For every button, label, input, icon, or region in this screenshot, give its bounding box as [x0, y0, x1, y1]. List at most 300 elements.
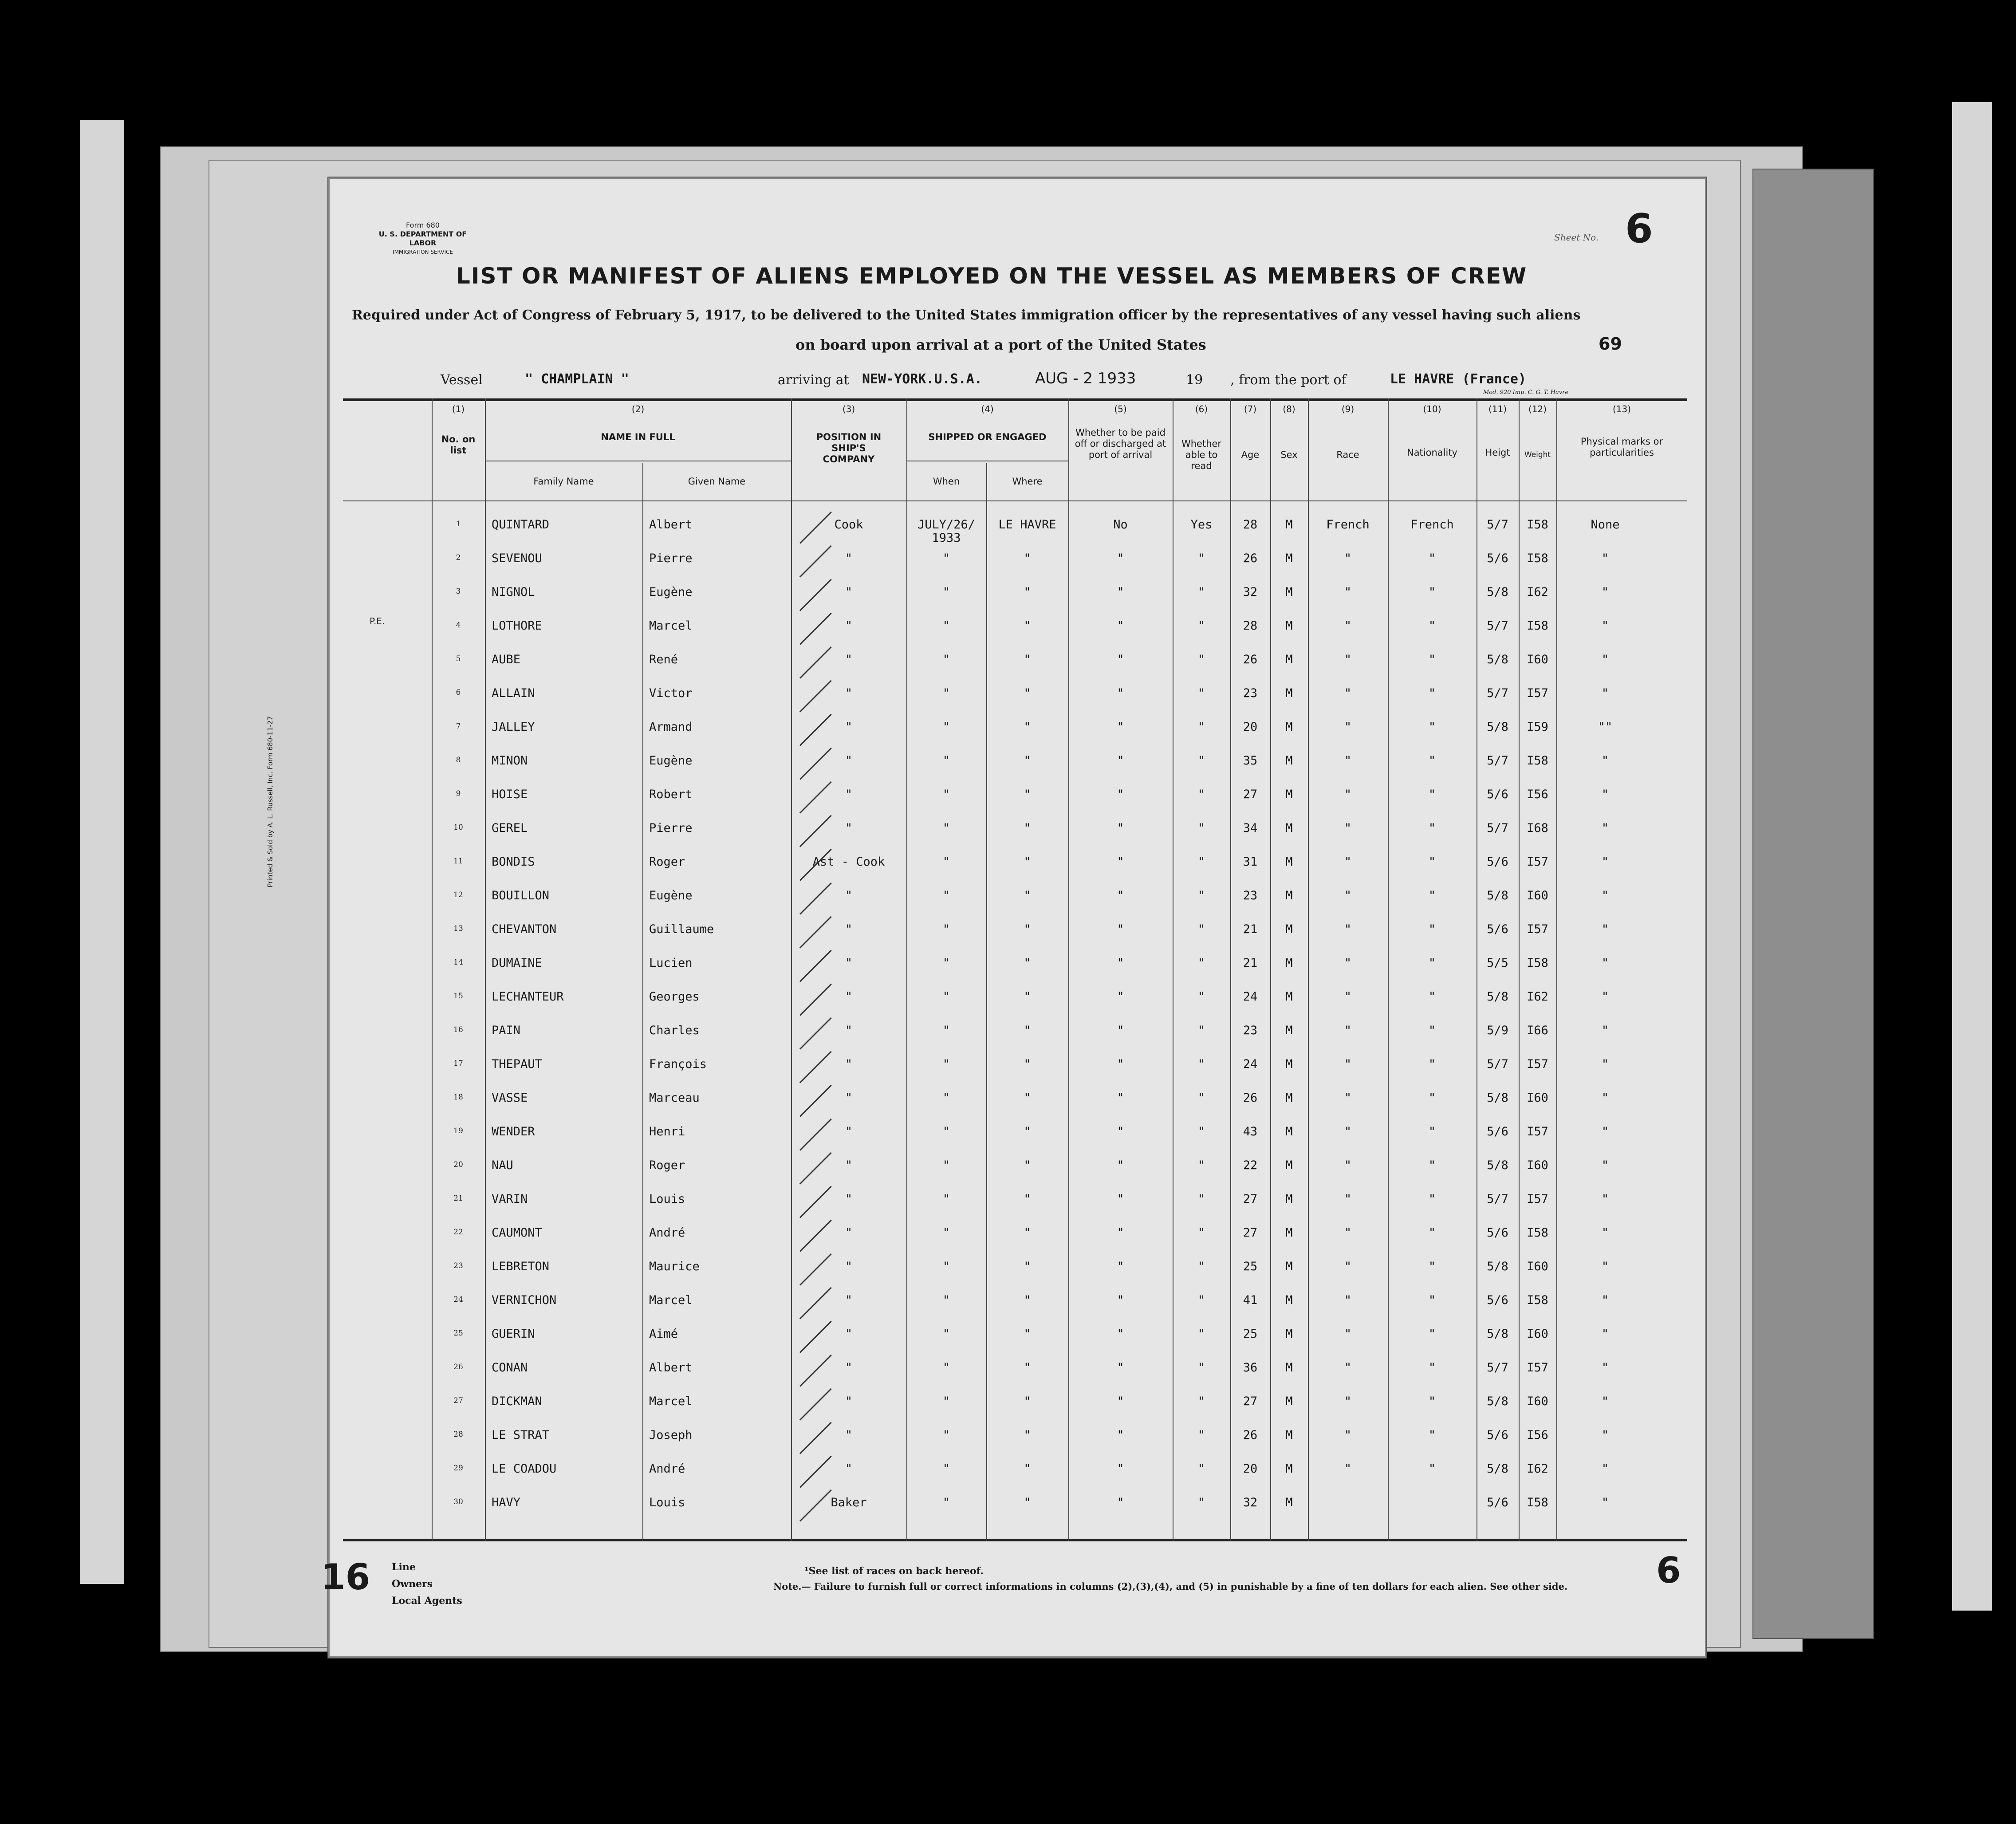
cell-given-name: Marcel: [649, 1395, 693, 1408]
table-row: [343, 1287, 1687, 1321]
cell-where: ": [1024, 552, 1031, 565]
owners-label: Owners: [392, 1578, 433, 1590]
col-9-header: Race: [1336, 449, 1359, 460]
cell-family-name: CHEVANTON: [492, 922, 557, 936]
cell-family-name: AUBE: [492, 653, 521, 666]
col-2-header: NAME IN FULL: [601, 432, 675, 442]
cell-position: ": [845, 1024, 853, 1037]
cell-age: 34: [1243, 821, 1258, 835]
cell-when: ": [942, 552, 950, 565]
small-print-note: Mod. 920 Imp. C. G. T. Havre: [1483, 389, 1569, 396]
page-number: 69: [1599, 334, 1622, 354]
cell-list-number: 16: [453, 1025, 463, 1034]
cell-age: 32: [1243, 1496, 1258, 1509]
cell-race: ": [1344, 889, 1352, 902]
cell-family-name: CAUMONT: [492, 1226, 542, 1240]
cell-able-to-read: ": [1197, 552, 1205, 565]
cell-race: ": [1344, 1428, 1352, 1442]
cell-nationality: ": [1428, 1057, 1436, 1071]
manifest-sheet: [321, 177, 1706, 1658]
cell-family-name: PAIN: [492, 1024, 521, 1037]
cell-paid-off: ": [1117, 1158, 1124, 1172]
cell-paid-off: ": [1117, 922, 1124, 936]
cell-family-name: WENDER: [492, 1125, 535, 1139]
cell-weight: I57: [1527, 686, 1548, 700]
col-6-header: Whether able to read: [1181, 438, 1222, 471]
cell-given-name: Aimé: [649, 1327, 678, 1341]
cell-nationality: ": [1428, 585, 1436, 599]
cell-position: ": [845, 1395, 853, 1408]
table-row: [343, 1456, 1687, 1489]
cell-race: ": [1344, 990, 1352, 1004]
cell-list-number: 11: [453, 857, 463, 866]
cell-sex: M: [1285, 1361, 1293, 1375]
cell-sex: M: [1285, 1091, 1293, 1105]
cell-age: 26: [1243, 552, 1258, 565]
cell-nationality: ": [1428, 1260, 1436, 1273]
cell-height: 5/8: [1487, 1327, 1508, 1341]
cell-race: ": [1344, 1057, 1352, 1071]
table-row: [343, 646, 1687, 680]
form-id-block: [365, 221, 480, 256]
cell-given-name: René: [649, 653, 678, 666]
cell-sex: M: [1285, 1057, 1293, 1071]
cell-physical-marks: ": [1601, 585, 1609, 599]
cell-age: 23: [1243, 889, 1258, 902]
cell-paid-off: ": [1117, 585, 1124, 599]
cell-given-name: Roger: [649, 855, 685, 869]
cell-height: 5/6: [1487, 552, 1508, 565]
cell-where: ": [1024, 956, 1031, 970]
cell-position: ": [845, 1260, 853, 1273]
cell-nationality: ": [1428, 956, 1436, 970]
cell-race: ": [1344, 1361, 1352, 1375]
cell-age: 31: [1243, 855, 1258, 869]
cell-when: ": [942, 1125, 950, 1139]
cell-sex: M: [1285, 619, 1293, 633]
cell-weight: I60: [1527, 1395, 1548, 1408]
cell-when: ": [942, 1158, 950, 1172]
cell-list-number: 28: [453, 1430, 463, 1439]
col-12-header: Weight: [1524, 450, 1551, 459]
cell-family-name: DICKMAN: [492, 1395, 542, 1408]
cell-given-name: Pierre: [649, 821, 693, 835]
cell-able-to-read: ": [1197, 585, 1205, 599]
cell-race: ": [1344, 1226, 1352, 1240]
table-row: [343, 1253, 1687, 1287]
cell-physical-marks: ": [1601, 754, 1609, 768]
cell-nationality: ": [1428, 1158, 1436, 1172]
cell-position: ": [845, 1361, 853, 1375]
cell-height: 5/6: [1487, 1125, 1508, 1139]
cell-able-to-read: Yes: [1190, 518, 1213, 532]
cell-given-name: Eugène: [649, 889, 693, 902]
cell-position: ": [845, 653, 853, 666]
cell-age: 21: [1243, 922, 1258, 936]
sheet-label: Sheet No.: [1554, 232, 1599, 243]
page-title: LIST OR MANIFEST OF ALIENS EMPLOYED ON THE VESSEL AS MEMBERS OF CREW: [456, 263, 1528, 289]
cell-nationality: ": [1428, 1192, 1436, 1206]
col-4-sub-where: Where: [1012, 476, 1043, 487]
cell-physical-marks: ": [1601, 922, 1609, 936]
cell-when: ": [942, 686, 950, 700]
col-13-header: Physical marks or particularities: [1580, 436, 1663, 458]
cell-position: ": [845, 821, 853, 835]
cell-sex: M: [1285, 956, 1293, 970]
cell-weight: I60: [1527, 1327, 1548, 1341]
cell-where: ": [1024, 1057, 1031, 1071]
cell-where: ": [1024, 889, 1031, 902]
cell-family-name: BONDIS: [492, 855, 535, 869]
cell-race: ": [1344, 585, 1352, 599]
printer-credit: [266, 716, 274, 887]
arrival-port: NEW-YORK.U.S.A.: [862, 371, 982, 387]
local-agents-label: Local Agents: [392, 1595, 462, 1607]
cell-able-to-read: ": [1197, 1361, 1205, 1375]
cell-race: ": [1344, 1024, 1352, 1037]
cell-race: ": [1344, 686, 1352, 700]
cell-sex: M: [1285, 1496, 1293, 1509]
cell-weight: I60: [1527, 1158, 1548, 1172]
cell-position: ": [845, 619, 853, 633]
cell-when: ": [942, 956, 950, 970]
cell-family-name: GEREL: [492, 821, 528, 835]
cell-able-to-read: ": [1197, 1057, 1205, 1071]
cell-where: ": [1024, 585, 1031, 599]
cell-when: ": [942, 889, 950, 902]
cell-able-to-read: ": [1197, 1192, 1205, 1206]
table-row: [343, 781, 1687, 815]
col-4-header: SHIPPED OR ENGAGED: [928, 432, 1047, 442]
cell-sex: M: [1285, 1260, 1293, 1273]
col-8-number: (8): [1283, 404, 1295, 414]
col-13-number: (13): [1612, 404, 1631, 414]
cell-given-name: Louis: [649, 1192, 685, 1206]
cell-age: 24: [1243, 1057, 1258, 1071]
cell-height: 5/8: [1487, 990, 1508, 1004]
cell-race: ": [1344, 754, 1352, 768]
cell-where: ": [1024, 1125, 1031, 1139]
col-4-sub-when: When: [933, 476, 960, 487]
cell-weight: I57: [1527, 1361, 1548, 1375]
cell-physical-marks: ": [1601, 990, 1609, 1004]
cell-physical-marks: ": [1601, 1462, 1609, 1476]
cell-position: ": [845, 889, 853, 902]
cell-sex: M: [1285, 552, 1293, 565]
cell-age: 43: [1243, 1125, 1258, 1139]
cell-able-to-read: ": [1197, 1462, 1205, 1476]
vessel-label: Vessel: [441, 372, 483, 388]
cell-nationality: ": [1428, 1395, 1436, 1408]
cell-given-name: Joseph: [649, 1428, 693, 1442]
cell-paid-off: ": [1117, 653, 1124, 666]
cell-sex: M: [1285, 585, 1293, 599]
cell-age: 36: [1243, 1361, 1258, 1375]
cell-family-name: LE STRAT: [492, 1428, 550, 1442]
cell-family-name: THEPAUT: [492, 1057, 542, 1071]
cell-paid-off: ": [1117, 1293, 1124, 1307]
cell-paid-off: ": [1117, 1496, 1124, 1509]
cell-given-name: Roger: [649, 1158, 685, 1172]
cell-list-number: 9: [456, 789, 461, 798]
cell-age: 32: [1243, 585, 1258, 599]
cell-paid-off: ": [1117, 889, 1124, 902]
cell-weight: I60: [1527, 1091, 1548, 1105]
cell-sex: M: [1285, 720, 1293, 734]
cell-race: ": [1344, 1395, 1352, 1408]
right-page-edge: [1952, 102, 1992, 1611]
cell-weight: I58: [1527, 619, 1548, 633]
cell-physical-marks: ": [1601, 1260, 1609, 1273]
races-note: ¹See list of races on back hereof.: [804, 1565, 984, 1577]
cell-where: ": [1024, 1428, 1031, 1442]
cell-given-name: Albert: [649, 518, 693, 532]
col-9-number: (9): [1341, 404, 1354, 414]
cell-height: 5/5: [1487, 956, 1508, 970]
cell-able-to-read: ": [1197, 1158, 1205, 1172]
cell-where: LE HAVRE: [998, 518, 1056, 532]
cell-height: 5/8: [1487, 585, 1508, 599]
cell-nationality: ": [1428, 1024, 1436, 1037]
cell-physical-marks: ": [1601, 619, 1609, 633]
table-row: [343, 1321, 1687, 1355]
cell-able-to-read: ": [1197, 1496, 1205, 1509]
col-7-number: (7): [1244, 404, 1257, 414]
cell-position: ": [845, 956, 853, 970]
cell-height: 5/9: [1487, 1024, 1508, 1037]
cell-height: 5/7: [1487, 821, 1508, 835]
col-3-number: (3): [842, 404, 855, 414]
cell-where: ": [1024, 1462, 1031, 1476]
cell-weight: I60: [1527, 653, 1548, 666]
cell-able-to-read: ": [1197, 788, 1205, 801]
cell-race: ": [1344, 653, 1352, 666]
cell-given-name: Eugène: [649, 585, 693, 599]
table-row: [343, 1489, 1687, 1523]
cell-age: 35: [1243, 754, 1258, 768]
col-5-header: Whether to be paid off or discharged at port of arrival: [1075, 427, 1166, 460]
cell-sex: M: [1285, 686, 1293, 700]
cell-height: 5/6: [1487, 788, 1508, 801]
cell-height: 5/7: [1487, 754, 1508, 768]
cell-physical-marks: ": [1601, 1395, 1609, 1408]
cell-nationality: ": [1428, 1361, 1436, 1375]
cell-family-name: VARIN: [492, 1192, 528, 1206]
cell-given-name: Albert: [649, 1361, 693, 1375]
cell-able-to-read: ": [1197, 1395, 1205, 1408]
cell-position: ": [845, 720, 853, 734]
cell-physical-marks: ": [1601, 1361, 1609, 1375]
cell-sex: M: [1285, 821, 1293, 835]
service-name: IMMIGRATION SERVICE: [393, 249, 453, 255]
cell-height: 5/6: [1487, 1293, 1508, 1307]
cell-physical-marks: ": [1601, 653, 1609, 666]
cell-weight: I57: [1527, 1057, 1548, 1071]
cell-able-to-read: ": [1197, 1327, 1205, 1341]
cell-list-number: 26: [453, 1363, 463, 1371]
cell-where: ": [1024, 1260, 1031, 1273]
cell-nationality: ": [1428, 686, 1436, 700]
cell-physical-marks: ": [1601, 1091, 1609, 1105]
cell-paid-off: ": [1117, 1226, 1124, 1240]
col-3-header: POSITION IN SHIP'S COMPANY: [816, 432, 882, 465]
intro-line-1: Required under Act of Congress of February 5, 1917, to be delivered to the United States immigration officer by the representatives of any vessel having such aliens: [352, 307, 1581, 323]
cell-list-number: 23: [453, 1261, 463, 1270]
cell-sex: M: [1285, 889, 1293, 902]
cell-weight: I56: [1527, 788, 1548, 801]
cell-position: ": [845, 1428, 853, 1442]
cell-list-number: 24: [453, 1295, 463, 1304]
cell-height: 5/8: [1487, 653, 1508, 666]
cell-race: ": [1344, 1091, 1352, 1105]
cell-family-name: MINON: [492, 754, 528, 768]
cell-where: ": [1024, 720, 1031, 734]
cell-family-name: BOUILLON: [492, 889, 550, 902]
cell-list-number: 14: [453, 958, 463, 967]
cell-position: ": [845, 1327, 853, 1341]
cell-height: 5/8: [1487, 1091, 1508, 1105]
table-row: [343, 1085, 1687, 1119]
cell-given-name: Georges: [649, 990, 700, 1004]
cell-weight: I68: [1527, 821, 1548, 835]
cell-race: ": [1344, 1462, 1352, 1476]
cell-able-to-read: ": [1197, 855, 1205, 869]
cell-given-name: Maurice: [649, 1260, 700, 1273]
cell-when: ": [942, 1395, 950, 1408]
line-label: Line: [392, 1561, 416, 1573]
cell-list-number: 10: [453, 823, 463, 832]
cell-family-name: HAVY: [492, 1496, 521, 1509]
cell-sex: M: [1285, 1293, 1293, 1307]
cell-weight: I58: [1527, 1226, 1548, 1240]
cell-nationality: French: [1410, 518, 1454, 532]
cell-position: Baker: [831, 1496, 867, 1509]
cell-sex: M: [1285, 754, 1293, 768]
cell-physical-marks: ": [1601, 686, 1609, 700]
cell-given-name: Lucien: [649, 956, 693, 970]
cell-list-number: 6: [456, 688, 461, 697]
cell-when: ": [942, 1260, 950, 1273]
cell-given-name: Marceau: [649, 1091, 700, 1105]
col-1-number: (1): [452, 404, 465, 414]
cell-paid-off: ": [1117, 1361, 1124, 1375]
cell-position: Ast - Cook: [812, 855, 885, 869]
cell-paid-off: ": [1117, 686, 1124, 700]
table-row: [343, 1051, 1687, 1085]
cell-where: ": [1024, 990, 1031, 1004]
printer-form: Form 680-11-27: [266, 716, 274, 770]
cell-paid-off: ": [1117, 1057, 1124, 1071]
cell-age: 28: [1243, 518, 1258, 532]
cell-able-to-read: ": [1197, 1260, 1205, 1273]
cell-when: ": [942, 585, 950, 599]
cell-family-name: CONAN: [492, 1361, 528, 1375]
cell-list-number: 17: [453, 1059, 463, 1068]
cell-weight: I58: [1527, 552, 1548, 565]
cell-physical-marks: ": [1601, 1192, 1609, 1206]
cell-age: 27: [1243, 1226, 1258, 1240]
cell-height: 5/7: [1487, 1361, 1508, 1375]
cell-height: 5/8: [1487, 1158, 1508, 1172]
cell-paid-off: ": [1117, 1125, 1124, 1139]
cell-list-number: 27: [453, 1396, 463, 1405]
cell-physical-marks: ": [1601, 821, 1609, 835]
cell-age: 41: [1243, 1293, 1258, 1307]
cell-able-to-read: ": [1197, 619, 1205, 633]
cell-position: ": [845, 1158, 853, 1172]
cell-weight: I58: [1527, 956, 1548, 970]
table-row: [343, 1119, 1687, 1152]
table-row: [343, 916, 1687, 950]
cell-family-name: ALLAIN: [492, 686, 535, 700]
cell-physical-marks: ": [1601, 1428, 1609, 1442]
table-row: [343, 1220, 1687, 1253]
cell-list-number: 25: [453, 1329, 463, 1338]
cell-position: ": [845, 788, 853, 801]
cell-where: ": [1024, 619, 1031, 633]
cell-when: ": [942, 1057, 950, 1071]
cell-family-name: JALLEY: [492, 720, 535, 734]
cell-family-name: SEVENOU: [492, 552, 542, 565]
col-11-header: Heigt: [1485, 447, 1510, 458]
cell-race: ": [1344, 1158, 1352, 1172]
cell-where: ": [1024, 1496, 1031, 1509]
footer-left-number: 16: [321, 1556, 370, 1598]
cell-sex: M: [1285, 518, 1293, 532]
year-prefix: 19: [1186, 372, 1203, 388]
cell-position: ": [845, 1226, 853, 1240]
cell-weight: I58: [1527, 518, 1548, 532]
cell-when: ": [942, 1091, 950, 1105]
table-row: [343, 613, 1687, 646]
cell-position: ": [845, 922, 853, 936]
cell-paid-off: ": [1117, 821, 1124, 835]
cell-physical-marks: ": [1601, 1024, 1609, 1037]
col-7-header: Age: [1241, 449, 1260, 460]
cell-given-name: Marcel: [649, 619, 693, 633]
cell-able-to-read: ": [1197, 1226, 1205, 1240]
cell-weight: I57: [1527, 1192, 1548, 1206]
col-8-header: Sex: [1280, 449, 1298, 460]
cell-age: 23: [1243, 686, 1258, 700]
table-row: [343, 1017, 1687, 1051]
cell-where: ": [1024, 1395, 1031, 1408]
cell-physical-marks: ": [1601, 1226, 1609, 1240]
cell-height: 5/7: [1487, 1057, 1508, 1071]
cell-given-name: André: [649, 1226, 685, 1240]
sheet-number: 6: [1625, 205, 1653, 252]
cell-sex: M: [1285, 1428, 1293, 1442]
cell-nationality: ": [1428, 1462, 1436, 1476]
cell-position: ": [845, 754, 853, 768]
cell-family-name: QUINTARD: [492, 518, 550, 532]
department-name: U. S. DEPARTMENT OF LABOR: [378, 230, 467, 247]
cell-when: ": [942, 1226, 950, 1240]
penalty-note: Note.— Failure to furnish full or correct informations in columns (2),(3),(4), and (5) in punishable by a fine of ten dollars for each alien. See other side.: [773, 1581, 1568, 1592]
cell-able-to-read: ": [1197, 889, 1205, 902]
cell-age: 25: [1243, 1327, 1258, 1341]
table-row: [343, 545, 1687, 579]
cell-list-number: 2: [456, 553, 461, 562]
cell-weight: I59: [1527, 720, 1548, 734]
cell-race: ": [1344, 1192, 1352, 1206]
cell-weight: I57: [1527, 855, 1548, 869]
cell-given-name: Armand: [649, 720, 693, 734]
cell-list-number: 21: [453, 1194, 463, 1203]
cell-age: 27: [1243, 788, 1258, 801]
table-row: [343, 882, 1687, 916]
cell-nationality: ": [1428, 990, 1436, 1004]
